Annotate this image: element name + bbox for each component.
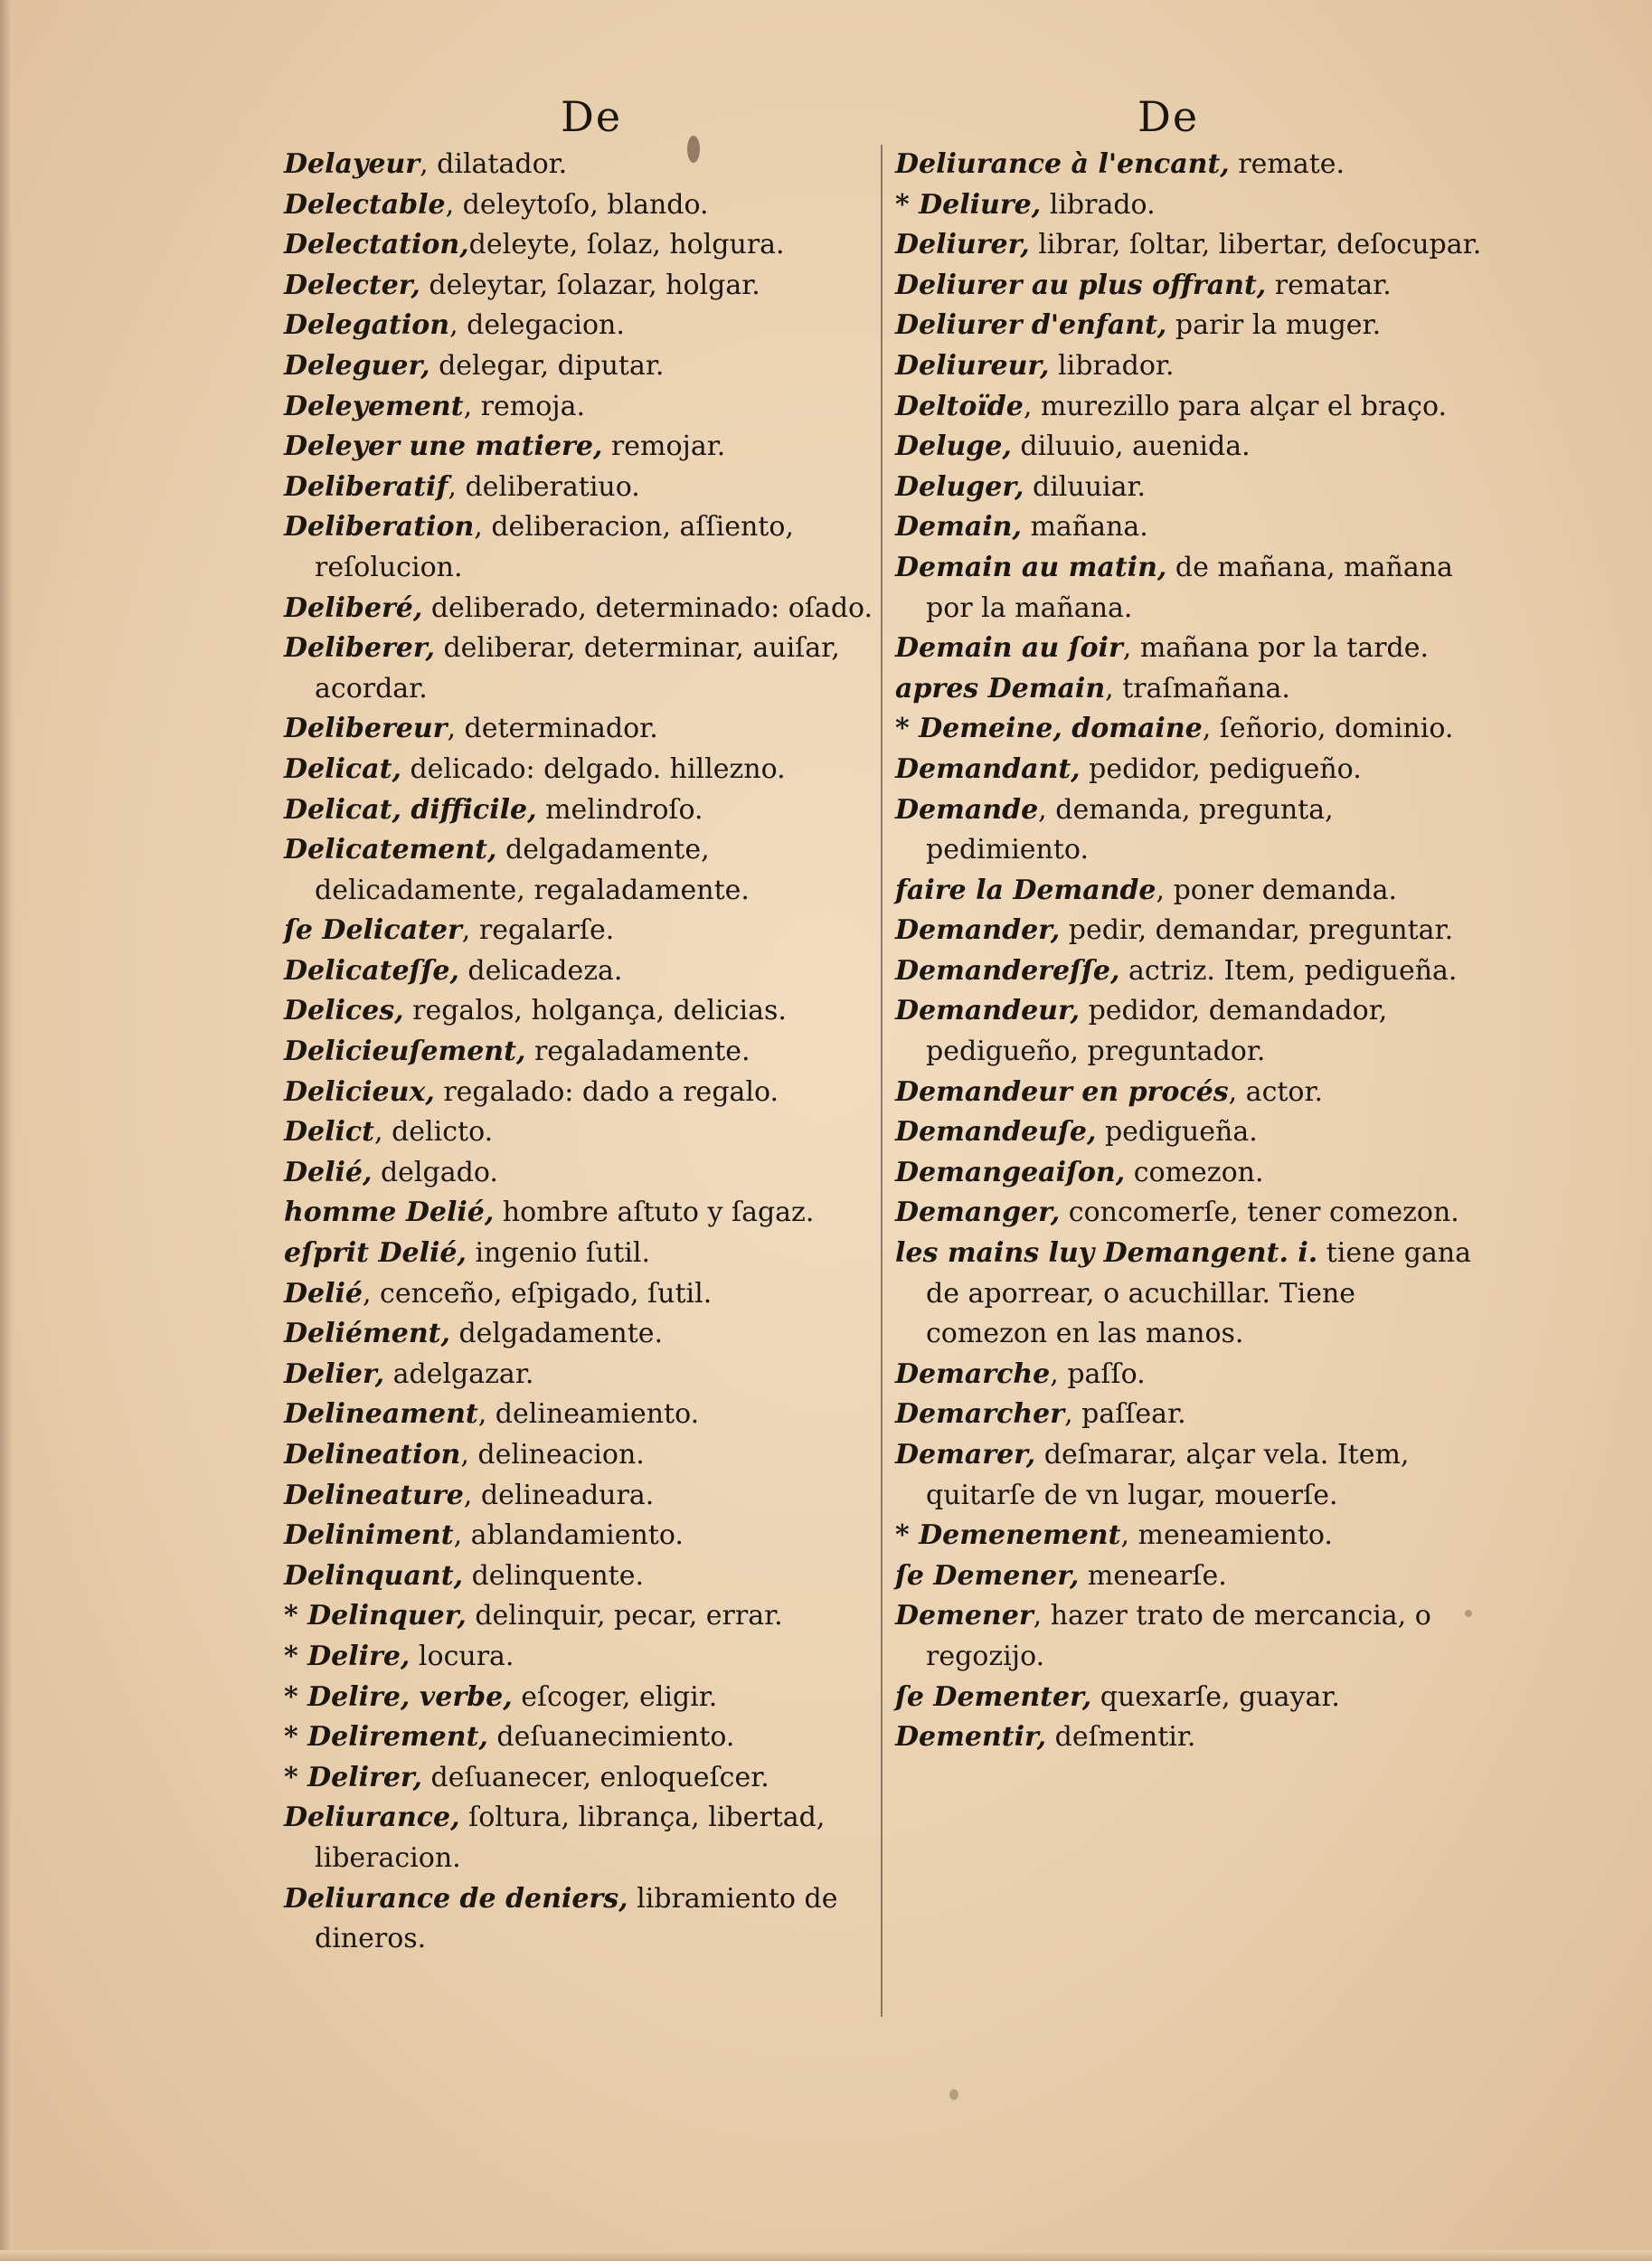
- entry-headword: Deluger,: [895, 470, 1024, 503]
- dictionary-entry: [284, 1516, 881, 1556]
- entry-headword: faire la Demande: [895, 874, 1156, 906]
- dictionary-entry: [895, 1556, 1483, 1597]
- dictionary-entry: [895, 1516, 1483, 1556]
- dictionary-entry: [895, 507, 1483, 548]
- entry-definition: , paſſear.: [1064, 1398, 1186, 1431]
- entry-headword: Demandereſſe,: [895, 954, 1120, 987]
- dictionary-entry: [895, 225, 1483, 266]
- entry-headword: Demain au matin,: [895, 551, 1167, 583]
- entry-definition: pedidor, pedigueño.: [1080, 752, 1362, 785]
- entry-headword: ſe Demener,: [895, 1559, 1080, 1592]
- dictionary-entry: [895, 669, 1483, 710]
- entry-definition: locura.: [410, 1640, 514, 1672]
- entry-headword: Deliberé,: [284, 591, 423, 624]
- entry-headword: Demain,: [895, 511, 1022, 544]
- entry-headword: Delectable: [284, 188, 446, 221]
- entry-definition: adelgazar.: [384, 1358, 534, 1390]
- dictionary-entry: [284, 911, 881, 951]
- left-column: [284, 145, 881, 1960]
- entry-definition: delegar, diputar.: [430, 349, 665, 382]
- entry-definition: parir la muger.: [1166, 309, 1382, 342]
- entry-definition: mañana.: [1021, 511, 1148, 544]
- dictionary-entry: [284, 468, 881, 508]
- entry-definition: rematar.: [1266, 269, 1392, 301]
- entry-headword: Delayeur: [284, 148, 420, 180]
- dictionary-entry: [895, 266, 1483, 307]
- entry-definition: ſoltura, librança, libertad, liberacion.: [315, 1802, 826, 1874]
- entry-definition: , poner demanda.: [1156, 874, 1398, 906]
- dictionary-entry: [284, 427, 881, 468]
- entry-headword: Delineation: [284, 1439, 461, 1471]
- dictionary-entry: [284, 1193, 881, 1234]
- entry-definition: librar, ſoltar, libertar, deſocupar.: [1029, 229, 1482, 261]
- entry-headword: Delectation,: [284, 229, 469, 261]
- entry-definition: melindroſo.: [536, 793, 703, 826]
- entry-definition: quexarſe, guayar.: [1091, 1680, 1340, 1713]
- entry-headword: homme Delié,: [284, 1197, 495, 1229]
- dictionary-entry: [284, 145, 881, 185]
- entry-definition: menearſe.: [1079, 1559, 1227, 1592]
- dictionary-entry: [895, 871, 1483, 912]
- entry-definition: delicadeza.: [458, 954, 623, 987]
- entry-headword: Delecter,: [284, 269, 420, 301]
- entry-definition: pedidor, demandador, pedigueño, preguntador.: [926, 995, 1388, 1068]
- dictionary-entry: [895, 1717, 1483, 1758]
- entry-headword: Demarer,: [895, 1439, 1036, 1471]
- entry-headword: apres Demain: [895, 672, 1106, 705]
- entry-headword: Delier,: [284, 1358, 385, 1390]
- entry-definition: delinquente.: [463, 1559, 644, 1592]
- entry-definition: ingenio ſutil.: [466, 1237, 651, 1270]
- entry-headword: Delicieuſement,: [284, 1036, 526, 1068]
- entry-headword: Demangeaiſon,: [895, 1156, 1126, 1188]
- entry-headword: Deliurance de deniers,: [284, 1882, 628, 1915]
- entry-headword: Demande: [895, 793, 1039, 826]
- entry-definition: , cenceño, eſpigado, ſutil.: [362, 1277, 713, 1310]
- entry-headword: Delié: [284, 1277, 363, 1310]
- entry-definition: , traſmañana.: [1105, 672, 1290, 705]
- entry-definition: , deleytoſo, blando.: [445, 188, 709, 221]
- running-head-left: De: [561, 92, 623, 141]
- entry-definition: deliberar, determinar, auiſar, acordar.: [315, 632, 840, 705]
- entry-headword: Demanger,: [895, 1197, 1061, 1229]
- dictionary-entry: [284, 709, 881, 750]
- entry-headword: Deliureur,: [895, 349, 1050, 382]
- entry-headword: ſe Delicater: [284, 914, 462, 947]
- dictionary-entry: [895, 1435, 1483, 1516]
- entry-headword: Delineament: [284, 1398, 478, 1431]
- dictionary-entry: [284, 830, 881, 911]
- entry-headword: Deluge,: [895, 430, 1012, 463]
- entry-definition: delgadamente.: [449, 1318, 664, 1350]
- dictionary-entry: [284, 1717, 881, 1758]
- dictionary-entry: [284, 1556, 881, 1597]
- right-column: [895, 145, 1483, 1758]
- running-head-right: De: [1138, 92, 1200, 141]
- dictionary-entry: [895, 387, 1483, 428]
- entry-headword: Delinquant,: [284, 1559, 464, 1592]
- entry-headword: Delices,: [284, 995, 404, 1027]
- entry-definition: delicado: delgado. hillezno.: [401, 752, 786, 785]
- entry-definition: , ſeñorio, dominio.: [1202, 713, 1454, 745]
- dictionary-entry: [895, 1073, 1483, 1113]
- entry-headword: * Delirer,: [284, 1761, 422, 1793]
- entry-definition: , mañana por la tarde.: [1122, 632, 1430, 665]
- dictionary-entry: [284, 1395, 881, 1435]
- entry-definition: hombre aſtuto y ſagaz.: [494, 1197, 815, 1229]
- dictionary-entry: [284, 589, 881, 629]
- entry-definition: , delegacion.: [449, 309, 625, 342]
- dictionary-entry: [284, 225, 881, 266]
- dictionary-entry: [284, 790, 881, 831]
- entry-definition: pedir, demandar, preguntar.: [1060, 914, 1454, 947]
- entry-definition: , hazer trato de mercancia, o regozijo.: [926, 1600, 1431, 1672]
- entry-definition: delgado.: [372, 1156, 498, 1188]
- entry-headword: Deliniment: [284, 1519, 454, 1552]
- entry-headword: * Demeine, domaine: [895, 713, 1203, 745]
- dictionary-entry: [895, 1112, 1483, 1153]
- entry-headword: Delegation: [284, 309, 450, 342]
- dictionary-entry: [284, 1758, 881, 1799]
- entry-headword: Delicieux,: [284, 1075, 435, 1108]
- dictionary-entry: [284, 629, 881, 709]
- dictionary-entry: [284, 991, 881, 1032]
- entry-headword: Deliberatif: [284, 470, 448, 503]
- entry-headword: Deliberer,: [284, 632, 435, 665]
- entry-headword: * Deliure,: [895, 188, 1042, 221]
- dictionary-entry: [895, 427, 1483, 468]
- dictionary-entry: [895, 709, 1483, 750]
- entry-definition: comezon.: [1125, 1156, 1264, 1188]
- entry-headword: Demarche: [895, 1358, 1051, 1390]
- dictionary-entry: [284, 507, 881, 588]
- page-edge-bottom: [0, 2250, 1652, 2261]
- entry-headword: Deliberation: [284, 511, 475, 544]
- entry-definition: librado.: [1041, 188, 1156, 221]
- entry-headword: * Delire,: [284, 1640, 411, 1672]
- entry-definition: remate.: [1229, 148, 1345, 180]
- entry-headword: Deliément,: [284, 1318, 450, 1350]
- dictionary-entry: [895, 468, 1483, 508]
- dictionary-entry: [284, 951, 881, 992]
- entry-headword: ſe Dementer,: [895, 1680, 1092, 1713]
- entry-headword: les mains luy Demangent. i.: [895, 1237, 1318, 1270]
- entry-headword: Demandeur en procés: [895, 1075, 1229, 1108]
- entry-definition: eſcoger, eligir.: [512, 1680, 718, 1713]
- entry-definition: , ablandamiento.: [453, 1519, 684, 1552]
- entry-headword: Deliurer au plus offrant,: [895, 269, 1267, 301]
- paper-speck: [687, 136, 700, 163]
- entry-definition: deſuanecer, enloqueſcer.: [422, 1761, 769, 1793]
- dictionary-entry: [284, 1032, 881, 1073]
- entry-headword: Deliurer d'enfant,: [895, 309, 1167, 342]
- entry-headword: Demain au ſoir: [895, 632, 1123, 665]
- dictionary-entry: [284, 1435, 881, 1476]
- dictionary-entry: [284, 306, 881, 346]
- dictionary-entry: [895, 346, 1483, 387]
- entry-definition: , murezillo para alçar el braço.: [1023, 390, 1448, 422]
- entry-definition: , regalarſe.: [461, 914, 615, 947]
- entry-definition: diluuiar.: [1024, 470, 1147, 503]
- entry-definition: actriz. Item, pedigueña.: [1119, 954, 1458, 987]
- entry-headword: * Delinquer,: [284, 1600, 467, 1632]
- entry-headword: Deleyer une matiere,: [284, 430, 603, 463]
- dictionary-entry: [895, 750, 1483, 790]
- entry-definition: , delineacion.: [460, 1439, 645, 1471]
- entry-definition: , dilatador.: [420, 148, 568, 180]
- entry-definition: regaladamente.: [525, 1036, 750, 1068]
- dictionary-entry: [284, 1355, 881, 1395]
- entry-definition: tiene gana de aporrear, o acuchillar. Tiene comezon en las manos.: [926, 1237, 1472, 1350]
- entry-definition: deſuanecimiento.: [487, 1721, 735, 1754]
- entry-definition: , delicto.: [374, 1116, 494, 1149]
- entry-definition: regalado: dado a regalo.: [434, 1075, 779, 1108]
- entry-headword: eſprit Delié,: [284, 1237, 467, 1270]
- dictionary-entry: [284, 1073, 881, 1113]
- dictionary-entry: [284, 750, 881, 790]
- entry-headword: Deltoïde: [895, 390, 1024, 422]
- entry-definition: , remoja.: [463, 390, 586, 422]
- page-edge-left: [0, 0, 13, 2261]
- entry-definition: librador.: [1049, 349, 1175, 382]
- entry-definition: concomerſe, tener comezon.: [1060, 1197, 1459, 1229]
- entry-headword: Delicateſſe,: [284, 954, 459, 987]
- entry-headword: Demener: [895, 1600, 1034, 1632]
- dictionary-entry: [895, 951, 1483, 992]
- entry-definition: , actor.: [1228, 1075, 1324, 1108]
- entry-headword: Deleyement: [284, 390, 464, 422]
- dictionary-entry: [284, 266, 881, 307]
- entry-headword: * Demenement: [895, 1519, 1121, 1552]
- entry-headword: Delié,: [284, 1156, 373, 1188]
- entry-definition: diluuio, auenida.: [1011, 430, 1251, 463]
- entry-definition: , deliberacion, aſſiento, reſolucion.: [315, 511, 794, 583]
- entry-headword: Demarcher: [895, 1398, 1065, 1431]
- dictionary-entry: [284, 1596, 881, 1637]
- dictionary-entry: [895, 1234, 1483, 1355]
- dictionary-entry: [895, 1678, 1483, 1718]
- dictionary-entry: [284, 387, 881, 428]
- entry-definition: delinquir, pecar, errar.: [466, 1600, 783, 1632]
- dictionary-entry: [895, 145, 1483, 185]
- entry-definition: , delineadura.: [463, 1479, 655, 1511]
- entry-headword: Demandant,: [895, 752, 1081, 785]
- entry-headword: Dementir,: [895, 1721, 1047, 1754]
- entry-definition: remojar.: [602, 430, 726, 463]
- entry-headword: Delineature: [284, 1479, 464, 1511]
- dictionary-entry: [284, 1314, 881, 1355]
- entry-definition: , delineamiento.: [477, 1398, 700, 1431]
- dictionary-entry: [895, 790, 1483, 871]
- dictionary-entry: [284, 1112, 881, 1153]
- dictionary-entry: [895, 991, 1483, 1072]
- paper-speck: [1465, 1610, 1472, 1617]
- dictionary-entry: [895, 1596, 1483, 1677]
- entry-definition: , paſſo.: [1050, 1358, 1146, 1390]
- entry-definition: libramiento de dineros.: [315, 1882, 838, 1955]
- entry-headword: Deliurance à l'encant,: [895, 148, 1230, 180]
- entry-headword: Delicat, difficile,: [284, 793, 537, 826]
- dictionary-entry: [895, 1193, 1483, 1234]
- dictionary-entry: [284, 1234, 881, 1274]
- paper-speck: [949, 2089, 958, 2100]
- entry-headword: Deliurer,: [895, 229, 1030, 261]
- dictionary-entry: [895, 185, 1483, 226]
- entry-headword: Demandeuſe,: [895, 1116, 1097, 1149]
- dictionary-entry: [284, 185, 881, 226]
- dictionary-entry: [284, 1637, 881, 1678]
- entry-headword: * Delirement,: [284, 1721, 488, 1754]
- entry-headword: Demandeur,: [895, 995, 1081, 1027]
- entry-definition: regalos, holgança, delicias.: [403, 995, 787, 1027]
- entry-definition: , meneamiento.: [1120, 1519, 1333, 1552]
- entry-headword: Deleguer,: [284, 349, 430, 382]
- entry-definition: deſmarar, alçar vela. Item, quitarſe de vn lugar, mouerſe.: [926, 1439, 1410, 1511]
- dictionary-entry: [284, 1153, 881, 1194]
- dictionary-entry: [895, 911, 1483, 951]
- dictionary-entry: [895, 1395, 1483, 1435]
- entry-definition: deleytar, ſolazar, holgar.: [420, 269, 760, 301]
- entry-headword: * Delire, verbe,: [284, 1680, 513, 1713]
- dictionary-entry: [895, 306, 1483, 346]
- entry-headword: Delicatement,: [284, 834, 497, 866]
- column-divider: [881, 145, 883, 2017]
- entry-definition: pedigueña.: [1096, 1116, 1258, 1149]
- entry-headword: Delicat,: [284, 752, 401, 785]
- entry-definition: deſmentir.: [1046, 1721, 1196, 1754]
- entry-headword: Delict: [284, 1116, 375, 1149]
- entry-definition: deleyte, ſolaz, holgura.: [468, 229, 785, 261]
- dictionary-entry: [895, 548, 1483, 629]
- dictionary-entry: [284, 1476, 881, 1517]
- dictionary-entry: [284, 1798, 881, 1878]
- entry-definition: , deliberatiuo.: [448, 470, 640, 503]
- dictionary-entry: [284, 1274, 881, 1315]
- entry-definition: delgadamente, delicadamente, regaladamente.: [315, 834, 750, 906]
- entry-definition: , demanda, pregunta, pedimiento.: [926, 793, 1334, 866]
- dictionary-entry: [284, 346, 881, 387]
- entry-definition: , determinador.: [447, 713, 658, 745]
- entry-headword: Deliurance,: [284, 1802, 460, 1834]
- entry-definition: deliberado, determinado: oſado.: [422, 591, 873, 624]
- entry-headword: Delibereur: [284, 713, 448, 745]
- dictionary-entry: [895, 1153, 1483, 1194]
- entry-definition: de mañana, mañana por la mañana.: [926, 551, 1453, 624]
- dictionary-entry: [895, 629, 1483, 669]
- entry-headword: Demander,: [895, 914, 1061, 947]
- dictionary-entry: [895, 1355, 1483, 1395]
- dictionary-entry: [284, 1678, 881, 1718]
- dictionary-entry: [284, 1879, 881, 1960]
